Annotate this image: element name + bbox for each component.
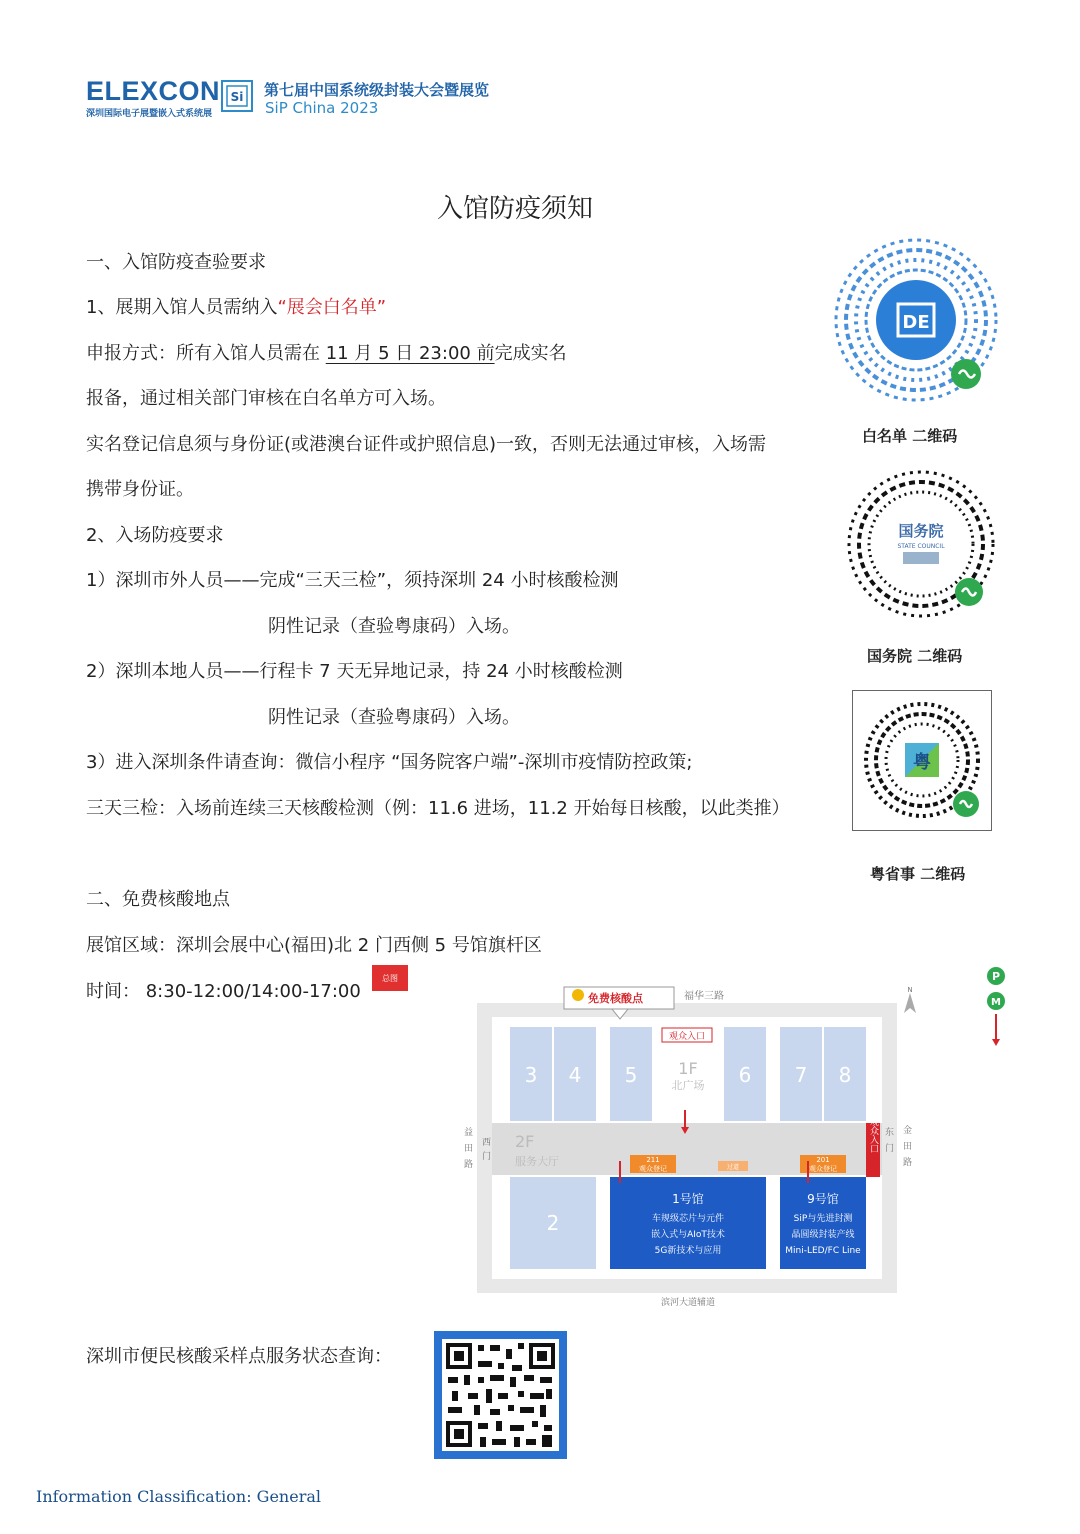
rule1-line2: 阴性记录（查验粤康码）入场。 — [268, 616, 520, 637]
svg-text:门: 门 — [482, 1152, 492, 1162]
hall-3-label: 3 — [524, 1063, 538, 1087]
sip-logo-icon — [221, 80, 253, 112]
hall-7-label: 7 — [794, 1063, 808, 1087]
test-location: 展馆区域：深圳会展中心(福田)北 2 门西侧 5 号馆旗杆区 — [86, 935, 542, 956]
floor-1f-label: 1F — [678, 1059, 698, 1078]
declare-prefix: 申报方式：所有入馆人员需在 — [86, 343, 320, 364]
section2-heading: 二、免费核酸地点 — [86, 889, 230, 910]
item2-heading: 2、入场防疫要求 — [86, 525, 224, 546]
road-south-label: 滨河大道辅道 — [660, 1298, 716, 1308]
north-arrow-icon — [904, 993, 916, 1013]
reg-201-label: 观众登记 — [809, 1165, 837, 1173]
reg-201-number: 201 — [816, 1156, 830, 1164]
logo-subtitle: 深圳国际电子展暨嵌入式系统展 — [86, 109, 213, 119]
declare-line2: 报备，通过相关部门审核在白名单方可入场。 — [86, 388, 446, 409]
elexcon-logo: ELEXCON — [86, 76, 221, 106]
svg-text:田: 田 — [464, 1144, 474, 1154]
svg-text:P: P — [991, 970, 1001, 983]
svg-text:金: 金 — [903, 1126, 913, 1136]
mid-label: 过道 — [726, 1164, 740, 1171]
reg-211-label: 观众登记 — [639, 1165, 667, 1173]
hall-4-label: 4 — [568, 1063, 582, 1087]
road-north-label: 福华三路 — [684, 991, 724, 1002]
svg-text:路: 路 — [903, 1158, 913, 1168]
rule1-line1: 1）深圳市外人员——完成“三天三检”，须持深圳 24 小时核酸检测 — [86, 570, 619, 591]
svg-text:东: 东 — [885, 1128, 895, 1138]
info-classification-footer: Information Classification: General — [36, 1487, 322, 1506]
sampling-status-query-label: 深圳市便民核酸采样点服务状态查询： — [86, 1346, 392, 1367]
east-entrance-label: 观众入口 — [868, 1117, 878, 1153]
hall-9-line-1: SiP与先进封测 — [793, 1214, 853, 1224]
hall-6-label: 6 — [738, 1063, 752, 1087]
marker-pin-icon — [572, 989, 584, 1001]
hall-5-label: 5 — [624, 1063, 638, 1087]
state-council-qr-icon[interactable] — [845, 464, 997, 624]
hall-8-label: 8 — [838, 1063, 852, 1087]
yueshengshi-qr-icon[interactable] — [852, 690, 992, 831]
item1-prefix: 1、展期入馆人员需纳入 — [86, 297, 278, 318]
hall-1-line-1: 车规级芯片与元件 — [651, 1214, 725, 1224]
floor-2f-label: 2F — [515, 1132, 535, 1151]
overview-map-badge[interactable]: 总图 — [372, 965, 408, 991]
service-hall-label: 服务大厅 — [515, 1155, 559, 1168]
declare-deadline: 11 月 5 日 23:00 前 — [325, 343, 495, 364]
svg-text:DE: DE — [902, 312, 930, 333]
yueshengshi-qr-label: 粤省事 二维码 — [870, 865, 966, 883]
declare-method — [86, 342, 567, 366]
event-name-en: SiP China 2023 — [265, 99, 379, 117]
svg-text:路: 路 — [464, 1160, 474, 1170]
whitelist-qr-label: 白名单 二维码 — [862, 427, 958, 445]
hall-1-name: 1号馆 — [672, 1192, 704, 1206]
hall-9-line-3: Mini-LED/FC Line — [785, 1246, 861, 1256]
north-entrance-label: 观众入口 — [668, 1032, 706, 1042]
whitelist-highlight: “展会白名单” — [277, 297, 387, 318]
test-hours: 时间： 8:30-12:00/14:00-17:00 — [86, 981, 361, 1002]
hall-2-label: 2 — [546, 1211, 560, 1235]
svg-text:M: M — [991, 997, 1001, 1008]
venue-map — [452, 985, 922, 1310]
rule2-line2: 阴性记录（查验粤康码）入场。 — [268, 707, 520, 728]
svg-text:N: N — [907, 986, 913, 994]
svg-text:益: 益 — [464, 1128, 474, 1138]
section1-heading: 一、入馆防疫查验要求 — [86, 252, 266, 273]
sampling-status-qr-icon[interactable] — [434, 1331, 567, 1459]
whitelist-requirement — [86, 296, 386, 320]
realname-line2: 携带身份证。 — [86, 479, 194, 500]
declare-suffix: 完成实名 — [494, 343, 567, 364]
svg-text:国务院: 国务院 — [898, 522, 944, 540]
test-point-marker: 免费核酸点 — [588, 992, 643, 1005]
whitelist-qr-icon[interactable] — [832, 234, 1000, 406]
hall-1-line-3: 5G新技术与应用 — [654, 1246, 722, 1256]
rule2-line1: 2）深圳本地人员——行程卡 7 天无异地记录，持 24 小时核酸检测 — [86, 661, 623, 682]
realname-line1: 实名登记信息须与身份证(或港澳台证件或护照信息)一致，否则无法通过审核，入场需 — [86, 434, 767, 455]
parking-metro-icons — [985, 966, 1007, 1048]
reg-211-number: 211 — [646, 1156, 660, 1164]
hall-1-line-2: 嵌入式与AIoT技术 — [651, 1230, 725, 1240]
page-title: 入馆防疫须知 — [436, 194, 593, 224]
svg-text:STATE COUNCIL: STATE COUNCIL — [897, 543, 945, 550]
svg-text:田: 田 — [903, 1142, 913, 1152]
rule3: 3）进入深圳条件请查询：微信小程序 “国务院客户端”-深圳市疫情防控政策; — [86, 752, 693, 773]
state-council-qr-label: 国务院 二维码 — [867, 647, 963, 665]
hall-9-name: 9号馆 — [807, 1192, 839, 1206]
event-name-cn: 第七届中国系统级封装大会暨展览 — [264, 81, 490, 99]
hall-9-line-2: 晶圆级封装产线 — [791, 1230, 855, 1240]
plaza-label: 北广场 — [671, 1079, 705, 1092]
svg-text:西: 西 — [482, 1138, 492, 1148]
three-checks-note: 三天三检：入场前连续三天核酸检测（例：11.6 进场，11.2 开始每日核酸，以此类推） — [86, 798, 790, 819]
svg-text:门: 门 — [885, 1144, 895, 1154]
svg-text:粤: 粤 — [913, 752, 931, 773]
svg-text:Si: Si — [230, 90, 244, 104]
